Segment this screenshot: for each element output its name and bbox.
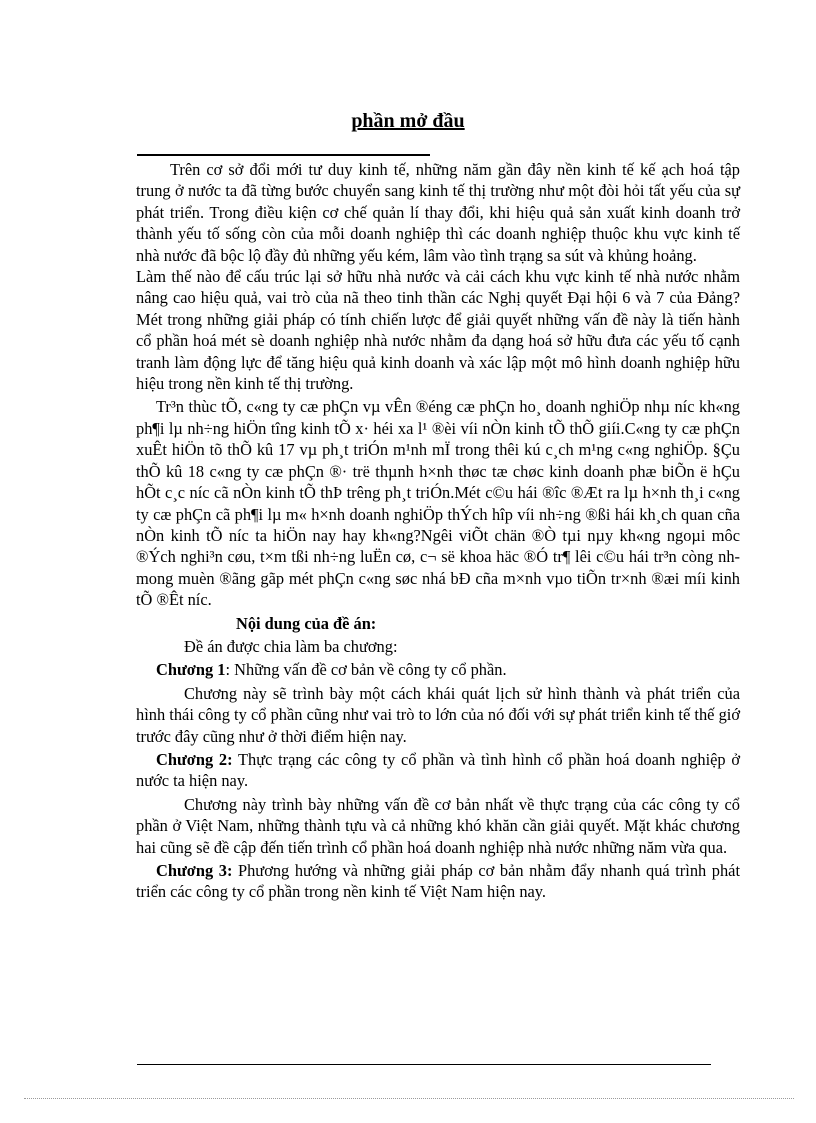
chapter-2-desc: Chương này trình bày những vấn đề cơ bản nhất về thực trạng của các công ty cổ phần ở Việt Nam, những thành tựu và cả những khó khăn cần giải quyết. Mặt khác chương hai cũng sẽ đề cập đến tiến trình cổ phần hoá doanh nghiệp nhà nước những năm vừa qua.	[136, 794, 740, 857]
chapter-3-sep: :	[226, 861, 233, 880]
paragraph-intro: Trên cơ sở đổi mới tư duy kinh tế, những năm gần đây nền kinh tế kế ạch hoá tập trung ở nước ta đã từng bước chuyển sang kinh tế thị trường như một đòi hỏi tất yếu của sự phát triển. Trong điều kiện cơ chế quản lí thay đổi, khi hiệu quả sản xuất kinh doanh trở thành yếu tố sống còn của mỗi doanh nghiệp thì các doanh nghiệp thuộc khu vực kinh tế nhà nước đã bộc lộ đầy đủ những yếu kém, lâm vào tình trạng sa sút và khủng hoảng.	[136, 160, 740, 265]
paragraph-legacy-encoded: Tr³n thùc tÕ, c«ng ty cæ phÇn vµ vÊn ®éng cæ phÇn ho¸ doanh nghiÖp nhµ níc kh«ng ph¶i lµ nh÷ng hiÖn tîng kinh tÕ x· héi xa l¹ ®èi víi nÒn kinh tÕ thÕ giíi.C«ng ty cæ phÇn xuÊt hiÖn tõ thÕ kû 17 vµ ph¸t triÓn m¹nh mÏ trong thêi kú c¸ch m¹ng c«ng nghiÖp. §Çu thÕ kû 18 c«ng ty cæ phÇn ®· trë thµnh h×nh thøc tæ chøc kinh doanh phæ biÕn ë hÇu hÕt c¸c níc cã nÒn kinh tÕ thÞ trêng ph¸t triÓn.Mét c©u hái ®îc ®Æt ra lµ h×nh th¸i c«ng ty cæ phÇn cã ph¶i lµ m« h×nh doanh nghiÖp thÝch hîp víi nh÷ng ®ßi hái kh¸ch quan cña nÒn kinh tÕ níc ta hiÖn nay hay kh«ng?Ngêi viÕt chän ®Ò tµi nµy kh«ng ngoµi môc ®Ých nghi³n cøu, t×m tßi nh÷ng luËn cø, c¬ së khoa häc ®Ó tr¶ lêi c©u hái tr³n còng nh mong muèn ®ãng gãp mét phÇn c«ng søc nhá bÐ cña m×nh vµo tiÕn tr×nh ®æi míi kinh tÕ ®Êt níc.	[136, 397, 740, 610]
chapter-2-sep: :	[227, 749, 233, 769]
chapter-3-title: Phương hướng và những giải pháp cơ bản nhằm đẩy nhanh quá trình phát triển các công ty cổ phần trong nền kinh tế Việt Nam hiện nay.	[136, 861, 741, 902]
chapter-2-line	[136, 749, 740, 792]
chapter-1-desc: Chương này sẽ trình bày một cách khái quát lịch sử hình thành và phát triển của hình thái công ty cổ phần cũng như vai trò to lớn của nó đối với sự phát triển kinh tế thế giớ trước đây cũng như ở thời điểm hiện nay.	[136, 683, 740, 746]
page-title: phần mở đầu	[351, 110, 465, 132]
chapter-2-label: Chương 2	[156, 749, 228, 769]
footer-divider	[137, 1064, 711, 1065]
chapter-3-line	[136, 860, 740, 903]
page-edge-dotted-line	[24, 1098, 794, 1099]
chapter-1-title: Những vấn đề cơ bản về công ty cổ phần.	[230, 660, 507, 680]
paragraph-question: Làm thế nào để cấu trúc lại sở hữu nhà nước và cải cách khu vực kinh tế nhà nước nhằm nâng cao hiệu quả, vai trò của nã theo tinh thần các Nghị quyết Đại hội 6 và 7 của Đảng? Mét trong những giải pháp có tính chiến lược để giải quyết những vấn đề này là tiến hành cổ phần hoá mét sè doanh nghiệp nhà nước nhằm đa dạng hoá sở hữu đưa các yếu tố cạnh tranh làm động lực để tăng hiệu quả kinh doanh và xác lập một mô hình doanh nghiệp hữu hiệu trong nền kinh tế thị trường.	[136, 267, 740, 394]
document-body	[136, 159, 740, 903]
chapter-1-label: Chương 1	[156, 660, 226, 680]
chapter-2-title: Thực trạng các công ty cổ phần và tình hình cổ phần hoá doanh nghiệp ở nước ta hiện nay.	[136, 749, 741, 791]
content-heading: Nội dung của đề án:	[236, 613, 377, 633]
title-divider	[137, 154, 430, 156]
chapter-1-sep: :	[225, 660, 231, 680]
chapter-1-line	[136, 659, 740, 680]
chapter-3-label: Chương 3	[156, 861, 227, 880]
chapters-intro: Đề án được chia làm ba chương:	[184, 636, 398, 656]
